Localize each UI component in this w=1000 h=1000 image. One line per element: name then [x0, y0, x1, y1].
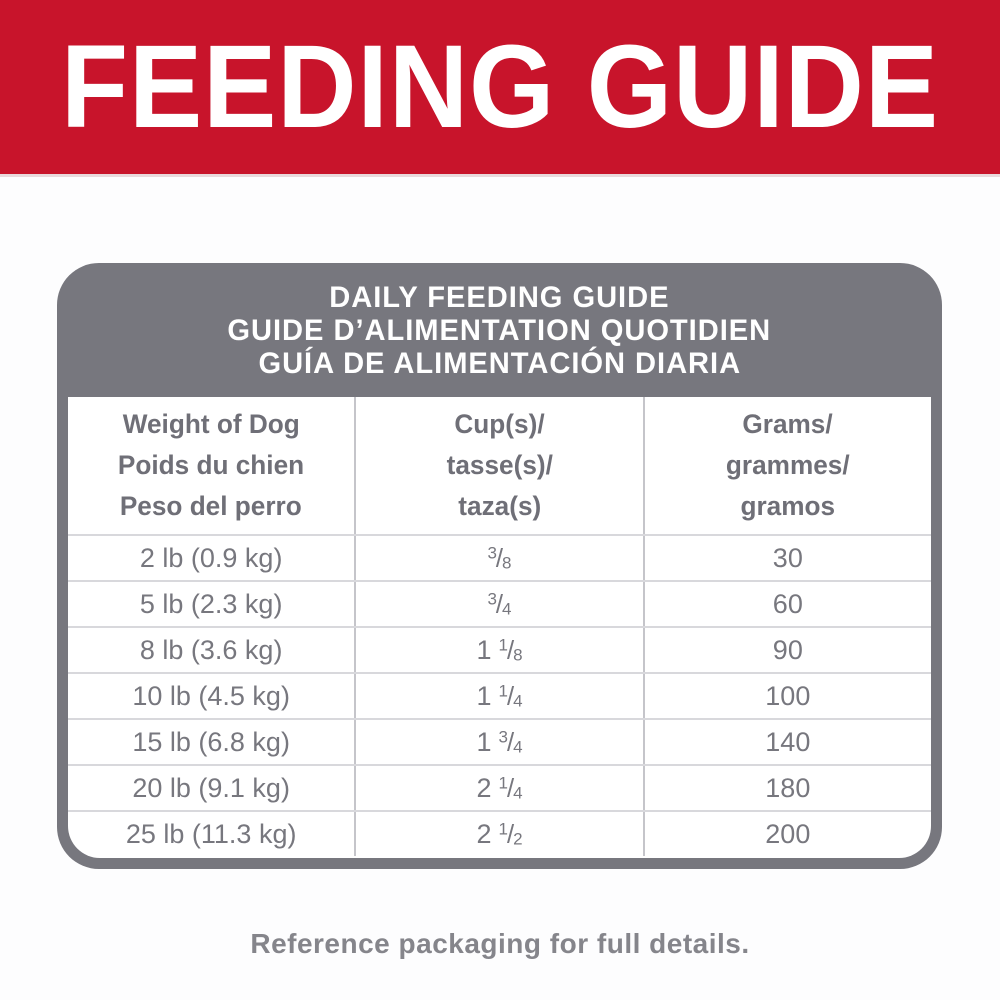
weight-cell: 10 lb (4.5 kg) — [132, 680, 290, 711]
cups-whole: 1 — [476, 634, 492, 665]
fraction-slash: / — [506, 728, 515, 757]
grams-cell: 200 — [765, 818, 811, 849]
cups-fraction: $^3$/4 — [498, 727, 523, 757]
weight-cell: 2 lb (0.9 kg) — [139, 542, 283, 573]
cups-fraction: $^3$/8 — [487, 543, 512, 573]
grams-cell: 100 — [765, 680, 811, 711]
cups-fraction: $^1$/4 — [498, 681, 523, 711]
feeding-guide-banner — [0, 0, 1000, 177]
grams-cell: 30 — [772, 542, 803, 573]
weight-cell: 15 lb (6.8 kg) — [132, 726, 290, 757]
column-header-cups: Cup(s)/ tasse(s)/ taza(s) — [354, 397, 644, 534]
feeding-table — [68, 397, 931, 858]
fraction-slash: / — [506, 636, 515, 665]
cups-whole: 2 — [476, 772, 492, 803]
cups-cell — [354, 766, 644, 810]
card-title-es: GUÍA DE ALIMENTACIÓN DIARIA — [258, 346, 741, 380]
cups-cell — [354, 674, 644, 718]
cups-cell — [354, 582, 644, 626]
cups-fraction: $^3$/4 — [487, 589, 512, 619]
card-title-en: DAILY FEEDING GUIDE — [329, 280, 670, 314]
cups-cell — [354, 720, 644, 764]
table-row — [68, 764, 931, 810]
cups-fraction: $^1$/2 — [498, 819, 523, 849]
banner-title: FEEDING GUIDE — [61, 21, 939, 153]
fraction-slash: / — [495, 590, 504, 619]
fraction-slash: / — [506, 820, 515, 849]
cups-fraction: $^1$/8 — [498, 635, 523, 665]
cups-whole: 2 — [476, 818, 492, 849]
weight-cell: 25 lb (11.3 kg) — [125, 818, 297, 849]
daily-feeding-guide-card — [57, 263, 942, 869]
card-header — [57, 263, 942, 397]
weight-cell: 5 lb (2.3 kg) — [139, 588, 283, 619]
table-row — [68, 718, 931, 764]
table-row — [68, 810, 931, 856]
cups-whole: 1 — [476, 680, 492, 711]
table-row — [68, 534, 931, 580]
grams-cell: 180 — [765, 772, 811, 803]
cups-cell — [354, 536, 644, 580]
grams-cell: 140 — [765, 726, 811, 757]
card-title-fr: GUIDE D’ALIMENTATION QUOTIDIEN — [227, 313, 772, 347]
grams-cell: 60 — [772, 588, 803, 619]
table-row — [68, 626, 931, 672]
fraction-slash: / — [506, 774, 515, 803]
cups-fraction: $^1$/4 — [498, 773, 523, 803]
cups-cell — [354, 812, 644, 856]
footer-note: Reference packaging for full details. — [250, 928, 750, 959]
weight-cell: 20 lb (9.1 kg) — [132, 772, 290, 803]
weight-cell: 8 lb (3.6 kg) — [139, 634, 283, 665]
cups-whole: 1 — [476, 726, 492, 757]
fraction-slash: / — [506, 682, 515, 711]
column-header-weight: Weight of Dog Poids du chien Peso del perro — [118, 409, 305, 521]
table-row — [68, 580, 931, 626]
table-row — [68, 672, 931, 718]
cups-cell — [354, 628, 644, 672]
table-header-row — [68, 397, 931, 534]
column-header-grams: Grams/ grammes/ gramos — [725, 409, 850, 521]
grams-cell: 90 — [772, 634, 803, 665]
fraction-slash: / — [495, 544, 504, 573]
